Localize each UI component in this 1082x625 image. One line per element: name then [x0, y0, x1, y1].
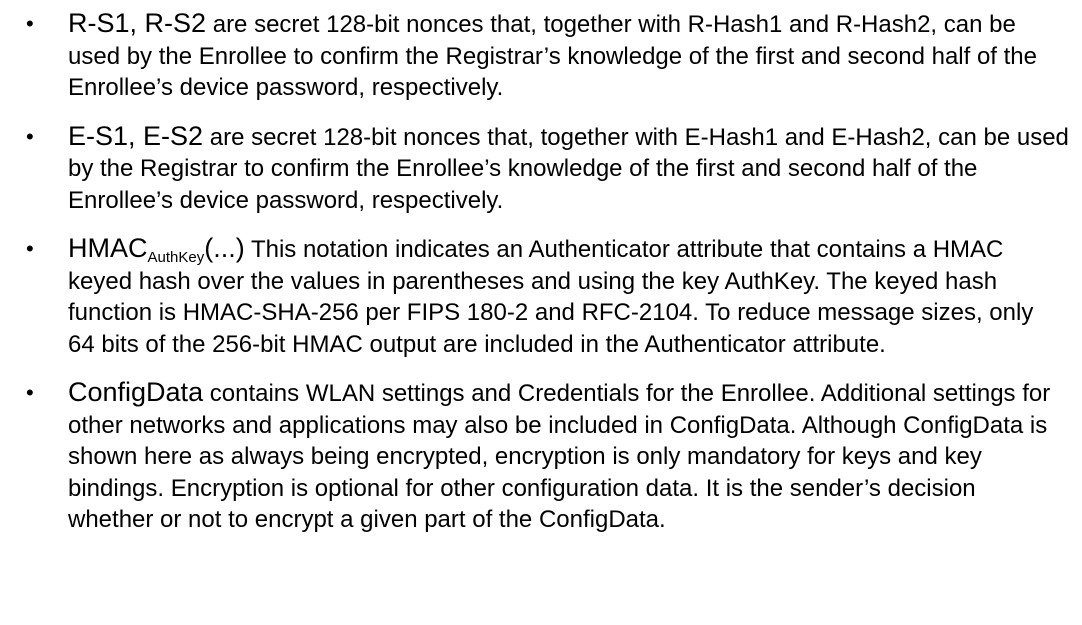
document-body — [0, 8, 1082, 553]
bullet-glyph: • — [26, 236, 34, 261]
definition-text: contains WLAN settings and Credentials for the Enrollee. Additional settings for other networks and applications may also be included in ConfigData. Although ConfigData is shown here as always being encrypted, encryption is only mandatory for keys and key bindings. Encryption is optional for other configuration data. It is the sender’s decision whether or not to encrypt a given part of the ConfigData. — [68, 380, 1051, 533]
definition-text: This notation indicates an Authenticator attribute that contains a HMAC keyed hash over the values in parentheses and using the key AuthKey. The keyed hash function is HMAC-SHA-256 per FIPS 180-2 and RFC-2104. To reduce message sizes, only 64 bits of the 256-bit HMAC output are included in the Authenticator attribute. — [68, 236, 1034, 358]
term-configdata: ConfigData — [68, 377, 204, 407]
list-item-configdata — [0, 377, 1082, 536]
term-hmac — [68, 233, 245, 266]
list-item-e-s1-e-s2 — [0, 121, 1082, 217]
term-r-s: R-S1, R-S2 — [68, 8, 207, 38]
term-hmac-subscript: AuthKey — [147, 249, 205, 266]
list-item-hmac — [0, 233, 1082, 360]
bullet-glyph: • — [26, 11, 34, 36]
list-item-r-s1-r-s2 — [0, 8, 1082, 104]
definition-text: are secret 128-bit nonces that, together with R-Hash1 and R-Hash2, can be used by the Enrollee to confirm the Registrar’s knowledge of the first and second half of the Enrollee’s device password, respectively. — [68, 11, 1037, 101]
bullet-glyph: • — [26, 123, 34, 149]
term-e-s: E-S1, E-S2 — [68, 120, 204, 151]
term-hmac-base: HMAC — [68, 233, 148, 263]
definition-text: are secret 128-bit nonces that, together with E-Hash1 and E-Hash2, can be used by the Registrar to confirm the Enrollee’s knowledge of the first and second half of the Enrollee’s device password, respectively. — [68, 123, 1069, 214]
bullet-glyph: • — [26, 380, 34, 405]
term-hmac-suffix: (...) — [204, 233, 245, 263]
